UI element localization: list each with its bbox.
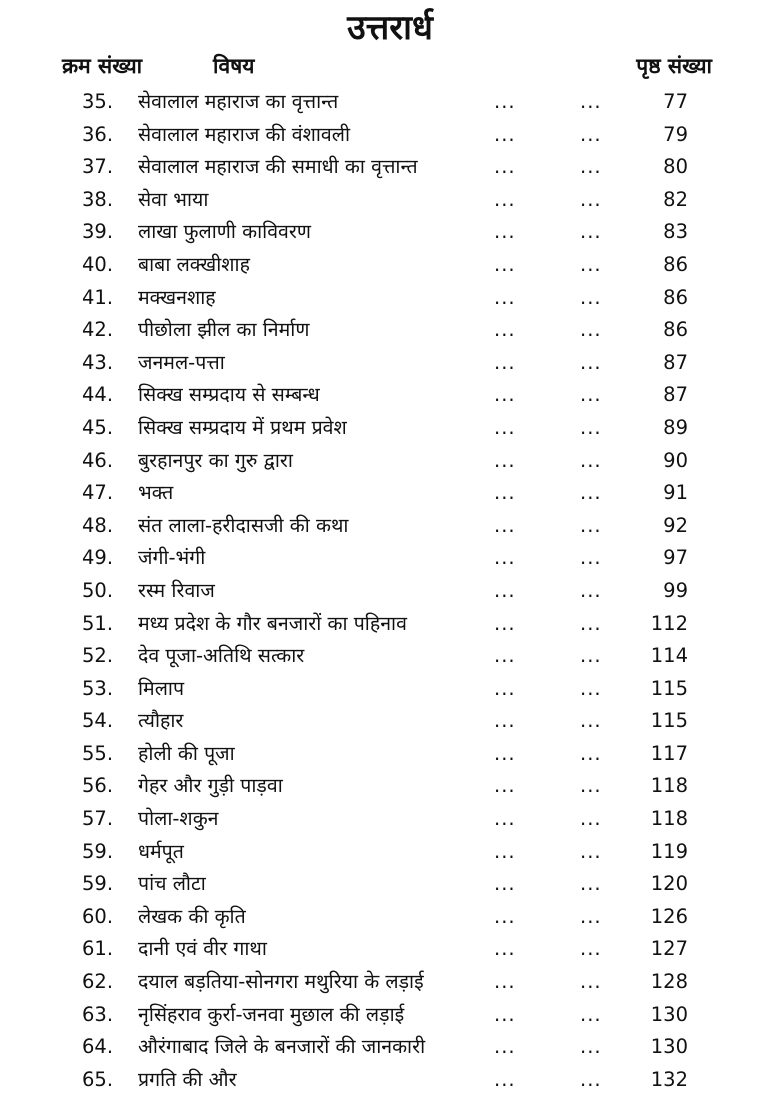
leader-dots: ... xyxy=(494,155,516,179)
leader-dots: ... xyxy=(580,481,602,505)
entry-number: 42. xyxy=(82,318,114,342)
leader-dots: ... xyxy=(580,122,602,146)
toc-entry[interactable] xyxy=(0,803,780,836)
leader-dots: ... xyxy=(494,90,516,113)
entry-page-number: 79 xyxy=(663,122,688,146)
entry-subject: पीछोला झील का निर्माण xyxy=(138,318,310,342)
leader-dots: ... xyxy=(580,839,602,863)
leader-dots: ... xyxy=(580,285,602,309)
entry-subject: बुरहानपुर का गुरु द्वारा xyxy=(138,448,293,472)
entry-number: 56. xyxy=(82,774,114,798)
leader-dots: ... xyxy=(580,937,602,961)
entry-subject: लेखक की कृति xyxy=(138,904,246,928)
leader-dots: ... xyxy=(494,122,516,146)
entry-page-number: 89 xyxy=(663,415,688,439)
toc-entry[interactable] xyxy=(0,770,780,803)
leader-dots: ... xyxy=(580,220,602,244)
entry-subject: औरंगाबाद जिले के बनजारों की जानकारी xyxy=(138,1035,426,1059)
entry-page-number: 112 xyxy=(650,611,688,635)
entry-subject: रस्म रिवाज xyxy=(138,578,215,602)
toc-entry[interactable] xyxy=(0,933,780,966)
leader-dots: ... xyxy=(494,252,516,276)
entry-page-number: 86 xyxy=(663,252,688,276)
entry-number: 54. xyxy=(82,709,114,733)
entry-page-number: 97 xyxy=(663,546,688,570)
leader-dots: ... xyxy=(494,611,516,635)
toc-entry[interactable] xyxy=(0,347,780,380)
leader-dots: ... xyxy=(580,872,602,896)
entry-page-number: 87 xyxy=(663,383,688,407)
entry-number: 35. xyxy=(82,90,114,113)
entry-number: 61. xyxy=(82,937,114,961)
entry-number: 46. xyxy=(82,448,114,472)
toc-entry[interactable] xyxy=(0,608,780,641)
entry-subject: सेवालाल महाराज का वृत्तान्त xyxy=(138,90,339,113)
toc-entry[interactable] xyxy=(0,1031,780,1064)
entry-subject: नृसिंहराव कुर्रा-जनवा मुछाल की लड़ाई xyxy=(138,1002,405,1026)
entry-page-number: 115 xyxy=(650,709,688,733)
entry-number: 45. xyxy=(82,415,114,439)
leader-dots: ... xyxy=(494,448,516,472)
toc-entry[interactable] xyxy=(0,184,780,217)
entry-page-number: 86 xyxy=(663,318,688,342)
entry-subject: देव पूजा-अतिथि सत्कार xyxy=(138,644,305,668)
leader-dots: ... xyxy=(580,546,602,570)
column-header-number: क्रम संख्या xyxy=(62,54,143,78)
leader-dots: ... xyxy=(580,383,602,407)
entry-number: 64. xyxy=(82,1035,114,1059)
entry-subject: लाखा फुलाणी काविवरण xyxy=(138,220,311,244)
entry-number: 44. xyxy=(82,383,114,407)
leader-dots: ... xyxy=(494,383,516,407)
entry-subject: पांच लौटा xyxy=(138,872,206,896)
entry-page-number: 86 xyxy=(663,285,688,309)
entry-page-number: 128 xyxy=(650,970,688,994)
entry-page-number: 119 xyxy=(650,839,688,863)
toc-entry[interactable] xyxy=(0,412,780,445)
entry-subject: दयाल बड़तिया-सोनगरा मथुरिया के लड़ाई xyxy=(138,970,424,994)
entry-subject: प्रगति की और xyxy=(138,1067,237,1091)
entry-subject: मक्खनशाह xyxy=(138,285,216,309)
entry-number: 40. xyxy=(82,252,114,276)
entry-number: 51. xyxy=(82,611,114,635)
entry-subject: सेवा भाया xyxy=(138,187,209,211)
leader-dots: ... xyxy=(494,481,516,505)
leader-dots: ... xyxy=(494,1002,516,1026)
leader-dots: ... xyxy=(494,644,516,668)
entry-subject: मिलाप xyxy=(138,676,185,700)
entry-number: 36. xyxy=(82,122,114,146)
leader-dots: ... xyxy=(580,741,602,765)
leader-dots: ... xyxy=(580,318,602,342)
entry-page-number: 114 xyxy=(650,644,688,668)
entry-number: 63. xyxy=(82,1002,114,1026)
leader-dots: ... xyxy=(580,774,602,798)
leader-dots: ... xyxy=(580,90,602,113)
entry-subject: होली की पूजा xyxy=(138,741,235,765)
leader-dots: ... xyxy=(494,741,516,765)
entry-number: 48. xyxy=(82,513,114,537)
entry-page-number: 127 xyxy=(650,937,688,961)
entry-number: 55. xyxy=(82,741,114,765)
entry-page-number: 126 xyxy=(650,904,688,928)
leader-dots: ... xyxy=(580,644,602,668)
entry-number: 49. xyxy=(82,546,114,570)
entry-number: 53. xyxy=(82,676,114,700)
toc-entry[interactable] xyxy=(0,966,780,999)
leader-dots: ... xyxy=(494,839,516,863)
page-title: उत्तरार्ध xyxy=(347,8,433,48)
leader-dots: ... xyxy=(580,513,602,537)
leader-dots: ... xyxy=(580,807,602,831)
leader-dots: ... xyxy=(580,252,602,276)
leader-dots: ... xyxy=(494,872,516,896)
leader-dots: ... xyxy=(580,970,602,994)
entry-number: 37. xyxy=(82,155,114,179)
toc-entry[interactable] xyxy=(0,673,780,706)
toc-entry[interactable] xyxy=(0,999,780,1032)
leader-dots: ... xyxy=(494,937,516,961)
toc-entry[interactable] xyxy=(0,282,780,315)
column-header-subject: विषय xyxy=(213,54,255,78)
entry-subject: त्यौहार xyxy=(138,709,184,733)
entry-subject: जंगी-भंगी xyxy=(138,546,206,570)
entry-subject: दानी एवं वीर गाथा xyxy=(138,937,267,961)
toc-entry[interactable] xyxy=(0,640,780,673)
entry-number: 65. xyxy=(82,1067,114,1091)
toc-entry[interactable] xyxy=(0,119,780,152)
entry-number: 60. xyxy=(82,904,114,928)
leader-dots: ... xyxy=(580,578,602,602)
toc-entry[interactable] xyxy=(0,705,780,738)
leader-dots: ... xyxy=(494,1067,516,1091)
leader-dots: ... xyxy=(580,155,602,179)
entry-number: 38. xyxy=(82,187,114,211)
leader-dots: ... xyxy=(580,1002,602,1026)
toc-entry[interactable] xyxy=(0,1064,780,1097)
leader-dots: ... xyxy=(494,546,516,570)
toc-entry[interactable] xyxy=(0,151,780,184)
toc-entry[interactable] xyxy=(0,575,780,608)
toc-entry[interactable] xyxy=(0,868,780,901)
toc-entry[interactable] xyxy=(0,901,780,934)
entry-number: 59. xyxy=(82,839,114,863)
toc-entry[interactable] xyxy=(0,379,780,412)
entry-page-number: 83 xyxy=(663,220,688,244)
entry-subject: संत लाला-हरीदासजी की कथा xyxy=(138,513,349,537)
leader-dots: ... xyxy=(494,578,516,602)
leader-dots: ... xyxy=(580,1035,602,1059)
leader-dots: ... xyxy=(494,285,516,309)
entry-subject: सिक्ख सम्प्रदाय से सम्बन्ध xyxy=(138,383,320,407)
entry-page-number: 90 xyxy=(663,448,688,472)
leader-dots: ... xyxy=(580,350,602,374)
toc-entry[interactable] xyxy=(0,836,780,869)
toc-entry[interactable] xyxy=(0,510,780,543)
entry-page-number: 77 xyxy=(663,90,688,113)
entry-page-number: 91 xyxy=(663,481,688,505)
leader-dots: ... xyxy=(580,415,602,439)
entry-page-number: 118 xyxy=(650,807,688,831)
entry-subject: सेवालाल महाराज की वंशावली xyxy=(138,122,351,146)
leader-dots: ... xyxy=(494,1035,516,1059)
leader-dots: ... xyxy=(580,676,602,700)
entry-subject: सेवालाल महाराज की समाधी का वृत्तान्त xyxy=(138,155,418,179)
toc-entry[interactable] xyxy=(0,477,780,510)
leader-dots: ... xyxy=(580,448,602,472)
leader-dots: ... xyxy=(580,709,602,733)
toc-entry[interactable] xyxy=(0,86,780,119)
entry-number: 57. xyxy=(82,807,114,831)
entry-number: 50. xyxy=(82,578,114,602)
toc-entry[interactable] xyxy=(0,542,780,575)
leader-dots: ... xyxy=(494,415,516,439)
entry-page-number: 115 xyxy=(650,676,688,700)
entry-subject: जनमल-पत्ता xyxy=(138,350,225,374)
entry-page-number: 92 xyxy=(663,513,688,537)
toc-entry[interactable] xyxy=(0,314,780,347)
entry-subject: भक्त xyxy=(138,481,174,505)
entry-page-number: 130 xyxy=(650,1035,688,1059)
leader-dots: ... xyxy=(494,970,516,994)
leader-dots: ... xyxy=(494,709,516,733)
toc-entry[interactable] xyxy=(0,249,780,282)
leader-dots: ... xyxy=(580,611,602,635)
leader-dots: ... xyxy=(580,904,602,928)
leader-dots: ... xyxy=(494,187,516,211)
leader-dots: ... xyxy=(494,513,516,537)
entry-number: 47. xyxy=(82,481,114,505)
toc-entry[interactable] xyxy=(0,738,780,771)
leader-dots: ... xyxy=(494,350,516,374)
entry-page-number: 132 xyxy=(650,1067,688,1091)
table-of-contents xyxy=(0,86,780,1096)
entry-number: 59. xyxy=(82,872,114,896)
leader-dots: ... xyxy=(580,1067,602,1091)
entry-subject: पोला-शकुन xyxy=(138,807,219,831)
entry-page-number: 82 xyxy=(663,187,688,211)
leader-dots: ... xyxy=(494,318,516,342)
leader-dots: ... xyxy=(494,220,516,244)
entry-subject: गेहर और गुड़ी पाड़वा xyxy=(138,774,283,798)
leader-dots: ... xyxy=(494,676,516,700)
entry-page-number: 87 xyxy=(663,350,688,374)
leader-dots: ... xyxy=(494,807,516,831)
entry-page-number: 120 xyxy=(650,872,688,896)
entry-number: 62. xyxy=(82,970,114,994)
entry-page-number: 118 xyxy=(650,774,688,798)
entry-number: 41. xyxy=(82,285,114,309)
entry-page-number: 117 xyxy=(650,741,688,765)
entry-number: 52. xyxy=(82,644,114,668)
column-header-row xyxy=(0,52,780,86)
toc-entry[interactable] xyxy=(0,216,780,249)
toc-entry[interactable] xyxy=(0,445,780,478)
entry-number: 39. xyxy=(82,220,114,244)
entry-subject: सिक्ख सम्प्रदाय में प्रथम प्रवेश xyxy=(138,415,347,439)
entry-page-number: 130 xyxy=(650,1002,688,1026)
column-header-page: पृष्ठ संख्या xyxy=(636,54,712,78)
entry-subject: धर्मपूत xyxy=(138,839,184,863)
entry-subject: बाबा लक्खीशाह xyxy=(138,252,250,276)
leader-dots: ... xyxy=(580,187,602,211)
entry-number: 43. xyxy=(82,350,114,374)
entry-page-number: 99 xyxy=(663,578,688,602)
leader-dots: ... xyxy=(494,904,516,928)
leader-dots: ... xyxy=(494,774,516,798)
entry-page-number: 80 xyxy=(663,155,688,179)
entry-subject: मध्य प्रदेश के गौर बनजारों का पहिनाव xyxy=(138,611,407,635)
